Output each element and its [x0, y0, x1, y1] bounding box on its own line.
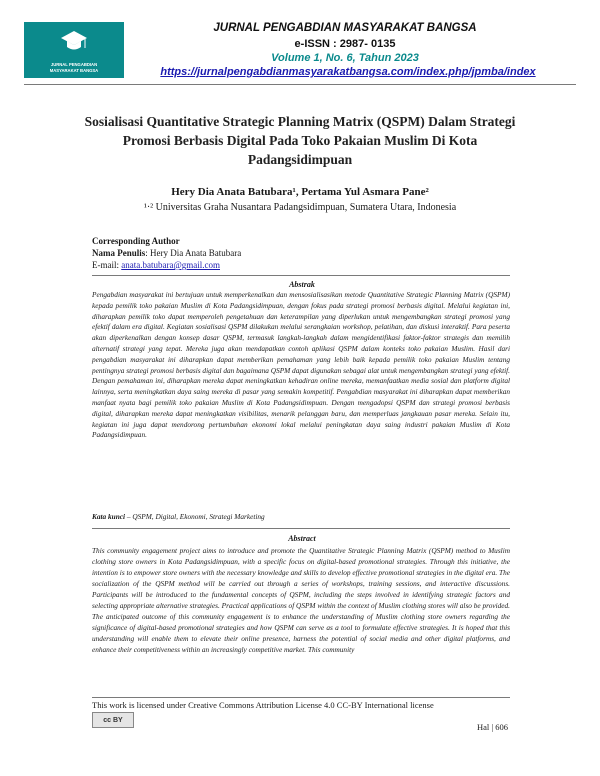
- abstrak-heading: Abstrak: [289, 280, 315, 289]
- footer-rule: [92, 697, 510, 698]
- abstrak-text: Pengabdian masyarakat ini bertujuan untuk memperkenalkan dan mensosialisasikan metode Quantitative Strategic Planning Matrix (QSPM) kepada pemilik toko pakaian Muslim di Kota Padangsidimpuan, dengan fokus pada strategi promosi berbasis digital. Melalui kegiatan ini, diharapkan pemilik toko dapat memperoleh pengetahuan dan keterampilan yang diperlukan untuk mengembangkan strategi promosi yang efektif dalam era digital. Kegiatan sosialisasi QSPM dilakukan melalui serangkaian workshop, pelatihan, dan diskusi interaktif. Para peserta akan diperkenalkan dengan konsep dasar QSPM, termasuk langkah-langkah dalam mengidentifikasi faktor-faktor strategis dan memilih alternatif strategi yang tepat. Mereka juga akan mendapatkan contoh aplikasi QSPM dalam konteks toko pakaian Muslim. Hasil dari pengabdian masyarakat ini diharapkan dapat memberikan pemahaman yang lebih baik kepada pemilik toko pakaian Muslim tentang pentingnya strategi promosi berbasis digital dan bagaimana QSPM dapat digunakan sebagai alat untuk mengembangkan strategi yang efektif. Dengan pemahaman ini, diharapkan mereka dapat meningkatkan kehadiran online mereka, memanfaatkan media sosial dan platform digital lainnya, serta meningkatkan daya saing mereka di pasar yang semakin kompetitif. Pengabdian masyarakat ini diharapkan dapat memberikan manfaat nyata bagi pemilik toko pakaian Muslim di Kota Padangsidimpuan. Dengan mengadopsi QSPM dan strategi promosi berbasis digital, diharapkan mereka dapat meningkatkan visibilitas, menarik pelanggan baru, dan memperluas jangkauan pasar mereka. Selain itu, kegiatan ini juga dapat mendorong pertumbuhan ekonomi lokal melalui peningkatan daya saing industri pakaian Muslim di Kota Padangsidimpuan.: [92, 290, 510, 440]
- journal-url-link[interactable]: https://jurnalpengabdianmasyarakatbangsa.com/index.php/jpmba/index: [160, 66, 536, 78]
- eissn: e-ISSN : 2987- 0135: [294, 38, 396, 50]
- volume-info: Volume 1, No. 6, Tahun 2023: [271, 52, 419, 64]
- header-divider: [24, 84, 576, 85]
- keywords: [92, 512, 510, 521]
- corresponding-author-heading: Corresponding Author: [92, 236, 180, 246]
- corresponding-author-email: [92, 260, 220, 270]
- name-label: Nama Penulis: [92, 248, 146, 258]
- journal-logo: [24, 22, 124, 78]
- page-number: Hal | 606: [477, 722, 508, 732]
- author-list: Hery Dia Anata Batubara¹, Pertama Yul Asmara Pane²: [171, 186, 429, 198]
- abstract-text: This community engagement project aims to introduce and promote the Quantitative Strategic Planning Matrix (QSPM) method to Muslim clothing store owners in Kota Padangsidimpuan, with a specific focus on digital-based promotional strategies. Through this initiative, the intention is to empower store owners with the necessary knowledge and skills to develop effective promotional strategies in the digital era. The socialization of the QSPM method will be carried out through a series of workshops, training sessions, and interactive discussions. Participants will be introduced to the fundamental concepts of QSPM, including the steps involved in identifying strategic factors and selecting appropriate alternative strategies. Practical applications of QSPM within the context of Muslim clothing stores will also be provided. The anticipated outcome of this community engagement is to enhance the understanding of Muslim clothing store owners regarding the significance of digital-based promotional strategies and how QSPM can serve as a tool to formulate effective strategies. It is hoped that this understanding will enable them to elevate their online presence, harness the potential of social media and other digital platforms, and enhance their competitiveness within an increasingly competitive market. This community: [92, 546, 510, 654]
- corresponding-author-name: [92, 248, 241, 258]
- journal-title: JURNAL PENGABDIAN MASYARAKAT BANGSA: [213, 22, 477, 34]
- license-text: This work is licensed under Creative Commons Attribution License 4.0 CC-BY International license: [92, 700, 434, 710]
- paper-title: Sosialisasi Quantitative Strategic Planning Matrix (QSPM) Dalam Strategi Promosi Berbasis Digital Pada Toko Pakaian Muslim Di Kota Padangsidimpuan: [84, 114, 516, 167]
- logo-text-1: JURNAL PENGABDIAN: [50, 62, 98, 67]
- logo-text-2: MASYARAKAT BANGSA: [49, 68, 99, 73]
- cc-by-badge[interactable]: cc BY: [92, 712, 134, 728]
- email-label: E-mail:: [92, 260, 122, 270]
- name-value: : Hery Dia Anata Batubara: [145, 248, 242, 258]
- keywords-value: – QSPM, Digital, Ekonomi, Strategi Marketing: [125, 512, 265, 521]
- abstrak-top-rule: [92, 275, 510, 276]
- email-link[interactable]: anata.batubara@gmail.com: [121, 260, 220, 270]
- affiliation: ¹·² Universitas Graha Nusantara Padangsidimpuan, Sumatera Utara, Indonesia: [143, 202, 457, 213]
- abstract-heading: Abstract: [288, 534, 316, 543]
- graduation-cap-icon: [60, 28, 88, 54]
- abstract-top-rule: [92, 528, 510, 529]
- keywords-label: Kata kunci: [92, 512, 126, 521]
